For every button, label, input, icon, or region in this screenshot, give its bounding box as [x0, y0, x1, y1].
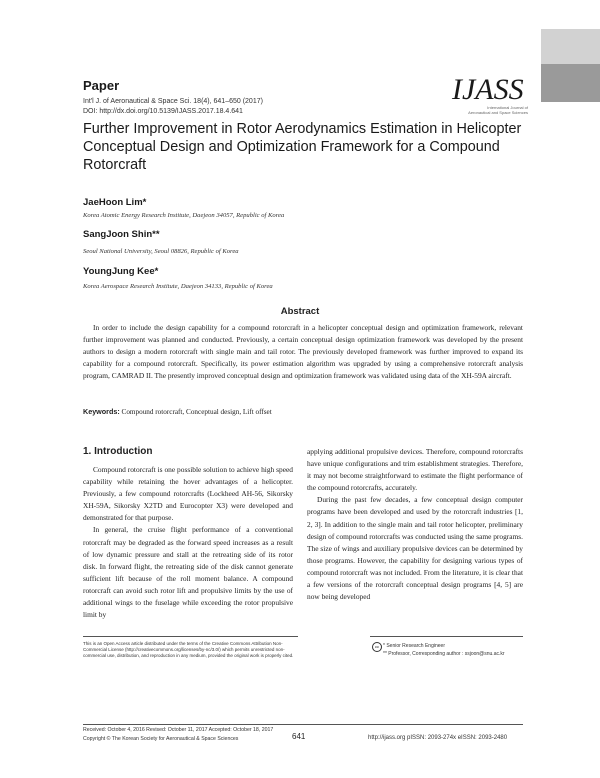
creative-commons-icon: cc [372, 642, 382, 652]
author-affiliation: Korea Atomic Energy Research Institute, Daejeon 34057, Republic of Korea [83, 212, 285, 219]
keywords-text: Compound rotorcraft, Conceptual design, Lift offset [121, 408, 272, 416]
logo-subtitle-1: International Journal of [487, 105, 528, 110]
author-name: JaeHoon Lim* [83, 197, 147, 208]
author-name: YoungJung Kee* [83, 266, 159, 277]
issn-info[interactable]: http://ijass.org pISSN: 2093-274x eISSN: 2093-2480 [368, 735, 508, 741]
paper-label: Paper [83, 78, 120, 93]
paper-title: Further Improvement in Rotor Aerodynamics Estimation in Helicopter Conceptual Design and Optimization Framework for a Compound Rotorcraft [83, 121, 522, 173]
logo-subtitle-2: Aeronautical and Space Sciences [468, 110, 528, 115]
section-heading: 1. Introduction [83, 446, 153, 457]
footnote-divider [370, 636, 523, 637]
paragraph: In general, the cruise flight performance of a conventional rotorcraft may be degraded as the forward speed increases as a result of low dynamic pressure and stall at the retreating side of its rotor disk. In forward flight, the retreating side of the disk cannot generate sufficient lift because of the roll moment balance. A compound rotorcraft can avoid such rotor lift and propulsive limits by the use of additional wings to the fuselage while exceeding the rotor propulsive limit by [83, 525, 293, 620]
footnote-author-1: * Senior Research Engineer [383, 643, 445, 649]
journal-logo [452, 75, 528, 115]
decorative-tab-light [541, 29, 600, 64]
author-affiliation: Korea Aerospace Research Institute, Daejeon 34133, Republic of Korea [83, 283, 273, 290]
doi-link[interactable]: DOI: http://dx.doi.org/10.5139/IJASS.2017.18.4.641 [83, 108, 243, 115]
right-column [307, 446, 523, 603]
footnote-divider [83, 636, 298, 637]
license-footnote: This is an Open Access article distributed under the terms of the Creative Commons Attribution Non-Commercial License (http://creativecommons.org/licenses/by-nc/3.0/) which permits unrestricted non-commercial use, distribution, and reproduction in any medium, provided the original work is properly cited. [83, 641, 294, 659]
left-column [83, 464, 293, 621]
keywords [83, 407, 523, 416]
copyright: Copyright © The Korean Society for Aeronautical & Space Sciences [83, 736, 239, 742]
paragraph: Compound rotorcraft is one possible solution to achieve high speed capability while retaining the hover advantages of a helicopter. Previously, a few compound rotorcrafts (Lockheed AH-56, Sikorsky XH-59A, Sikorsky X2TD and Eurocopter X3) were developed and demonstrated for that purpose. [83, 465, 293, 523]
author-name: SangJoon Shin** [83, 229, 160, 240]
logo-text: IJASS [452, 73, 524, 106]
keywords-label: Keywords: [83, 407, 120, 416]
journal-citation: Int'l J. of Aeronautical & Space Sci. 18(4), 641–650 (2017) [83, 98, 263, 105]
decorative-tab-dark [541, 64, 600, 102]
abstract-heading: Abstract [280, 306, 320, 317]
received-dates: Received: October 4, 2016 Revised: October 11, 2017 Accepted: October 18, 2017 [83, 727, 274, 733]
footer-divider [83, 724, 523, 725]
paragraph: During the past few decades, a few conceptual design computer programs have been developed and used by the rotorcraft industries [1, 2, 3]. In addition to the single main and tail rotor helicopter, preliminary design of compound rotorcrafts was conducted using the same programs. The size of wings and auxiliary propulsive devices can be determined by those programs. However, the capability for designing various types of compound rotorcraft was not included. From the literature, it is clear that a few versions of the rotorcraft conceptual design programs [4, 5] are now being developed [307, 495, 523, 602]
author-affiliation: Seoul National University, Seoul 08826, Republic of Korea [83, 248, 239, 255]
page-number: 641 [292, 732, 306, 741]
abstract-text: In order to include the design capability for a compound rotorcraft in a helicopter conceptual design and optimization framework, relevant further improvement was planned and conducted. Previously, a certain conceptual design optimization framework was developed by the present authors to design a modern rotorcraft with single main and tail rotor. The previously developed framework was further improved to expand its capability for a compound rotorcraft. Specifically, its power estimation algorithm was upgraded by using a comprehensive rotorcraft analysis program, CAMRAD II. The presently improved conceptual design and optimization framework was validated using data of the XH-59A aircraft. [83, 323, 523, 381]
paragraph: applying additional propulsive devices. Therefore, compound rotorcrafts have unique configurations and trim establishment strategies. Therefore, it may not become straightforward to estimate the flight performance of the compound rotorcrafts, accurately. [307, 447, 523, 493]
footnote-author-2: ** Professor, Corresponding author : ssjoon@snu.ac.kr [383, 651, 505, 657]
